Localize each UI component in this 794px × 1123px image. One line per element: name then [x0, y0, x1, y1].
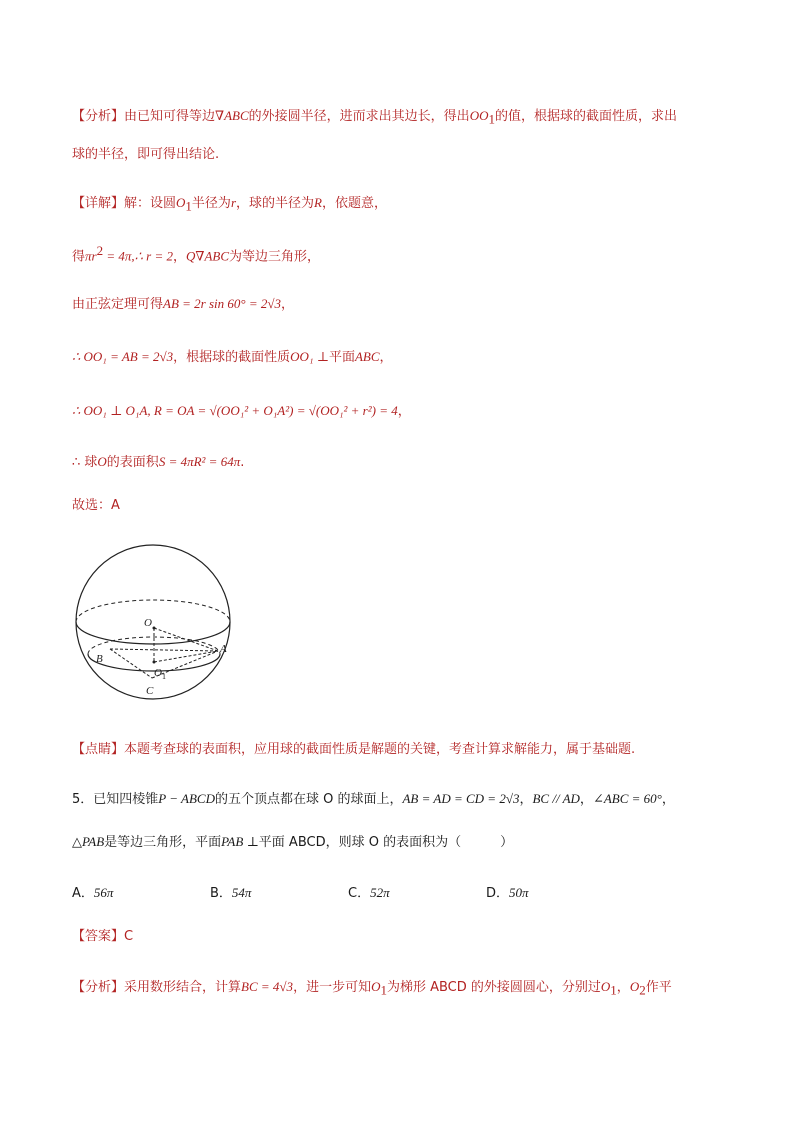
detail-text: ，: [172, 249, 186, 265]
math-expr: OO₁ ⊥: [290, 349, 329, 364]
analysis-text: 作平: [645, 980, 672, 995]
option-d[interactable]: [486, 882, 529, 901]
detail-text: .: [240, 455, 245, 470]
detail-line-2: [72, 242, 320, 266]
math-sub: 1: [610, 982, 617, 998]
detail-text: ，: [379, 350, 393, 365]
math-r: r: [230, 195, 236, 210]
seg-O1A: [154, 651, 218, 662]
analysis-tag: 【分析】: [72, 980, 125, 995]
detail-text: 半径为: [191, 196, 231, 211]
math-sub: 1: [380, 982, 387, 998]
detail-text: ，根据球的截面性质: [173, 350, 291, 365]
comment-text: 本题考查球的表面积，应用球的截面性质是解题的关键，考查计算求解能力，属于基础题.: [124, 742, 636, 757]
option-b[interactable]: [210, 882, 251, 901]
math-o: O: [97, 454, 107, 469]
seg-BC: [110, 649, 152, 678]
analysis-text: ，: [616, 980, 630, 995]
math-o: O: [600, 979, 611, 994]
label-O1-sub: 1: [162, 672, 166, 681]
choice-value: A: [111, 498, 120, 513]
answer-line: [72, 928, 133, 946]
question-text: 平面 ABCD，则球 O 的表面积为（ ）: [258, 835, 514, 850]
option-label: B．: [210, 886, 232, 901]
analysis-text: 由已知可得等边: [124, 109, 216, 124]
math-sub: 1: [488, 111, 495, 127]
point-O: [153, 627, 156, 630]
math-expr: πr: [85, 248, 97, 264]
math-o: O: [176, 195, 186, 210]
analysis-line-1: [72, 107, 677, 129]
math-expr: ∠ABC = 60°: [592, 791, 662, 806]
math-expr: △PAB: [72, 834, 105, 849]
analysis-text: 的值，根据球的截面性质，求出: [494, 109, 677, 124]
detail-text: ∴ 球: [72, 455, 98, 470]
label-A: A: [220, 643, 227, 655]
sphere-outline: [76, 545, 230, 699]
analysis-text: 的外接圆半径，进而求出其边长，得出: [248, 109, 470, 124]
math-expr: AB = AD = CD = 2√3: [402, 791, 520, 806]
math-expr: BC = 4√3: [241, 979, 294, 994]
option-value: 56π: [93, 885, 114, 900]
math-expr: PAB ⊥: [221, 834, 259, 849]
seg-BA: [110, 649, 218, 651]
option-value: 52π: [370, 885, 390, 900]
detail-tag: 【详解】: [72, 196, 125, 211]
detail-text: 为等边三角形，: [229, 249, 321, 265]
option-c[interactable]: [348, 882, 390, 901]
option-label: A．: [72, 886, 94, 901]
detail-text: 得: [72, 249, 86, 265]
analysis2-line: [72, 978, 672, 1000]
analysis-line-2: 球的半径，即可得出结论.: [72, 147, 220, 162]
math-oo1: OO: [469, 108, 489, 123]
comment-line: [72, 741, 635, 759]
detail-line-4: [72, 348, 393, 367]
detail-line-1: [72, 194, 387, 216]
choice-label: 故选：: [72, 498, 112, 513]
question-text: ，: [519, 792, 533, 807]
analysis-text: ，进一步可知: [293, 980, 372, 995]
analysis-text: 为梯形 ABCD 的外接圆圆心，分别过: [386, 980, 601, 995]
detail-text: ，依题意，: [321, 196, 387, 211]
question-text: 是等边三角形，平面: [104, 835, 222, 850]
detail-text: 的表面积: [106, 455, 159, 470]
math-expr: P − ABCD: [158, 791, 215, 806]
detail-text: 由正弦定理可得: [72, 297, 164, 312]
math-expr: BC // AD: [532, 791, 580, 806]
detail-text: ，球的半径为: [236, 196, 315, 211]
seg-OA: [154, 628, 218, 651]
option-value: 50π: [509, 885, 529, 900]
option-label: C．: [348, 886, 371, 901]
question-text: ，: [661, 792, 675, 807]
question-text: 的五个顶点都在球 O 的球面上，: [214, 792, 403, 807]
math-expr: = 4π,∴ r = 2: [103, 248, 173, 264]
question-text: 5．已知四棱锥: [72, 792, 159, 807]
detail-text: ，: [281, 297, 295, 312]
math-sub: 1: [185, 198, 192, 214]
analysis-text: 采用数形结合，计算: [124, 980, 242, 995]
math-sub: 2: [639, 982, 646, 998]
label-C: C: [146, 685, 154, 697]
analysis-tag: 【分析】: [72, 109, 125, 124]
question5-line-2: [72, 833, 513, 852]
math-o: O: [629, 979, 640, 994]
math-expr: Q∇ABC: [186, 248, 230, 264]
detail-line-3: [72, 295, 294, 314]
detail-text: 解：设圆: [124, 196, 177, 211]
label-O1: O: [154, 667, 162, 679]
comment-tag: 【点睛】: [72, 742, 125, 757]
detail-text: ，: [397, 404, 411, 419]
math-expr: ∴ OO₁ = AB = 2√3: [72, 349, 174, 364]
choice-line: [72, 497, 120, 515]
label-B: B: [96, 653, 103, 665]
option-value: 54π: [231, 885, 252, 900]
math-triangle: ∇ABC: [215, 108, 249, 123]
detail-line-5: [72, 402, 411, 421]
detail-line-6: [72, 453, 244, 472]
math-expr: AB = 2r sin 60° = 2√3: [163, 296, 282, 311]
math-expr: ∴ OO₁ ⊥ O₁A, R = OA = √(OO₁² + O₁A²) = √(OO₁² + r²) = 4: [72, 403, 398, 418]
sphere-figure: [70, 544, 250, 704]
label-O: O: [144, 617, 152, 629]
question5-line-1: [72, 790, 675, 809]
point-O1: [153, 661, 156, 664]
answer-value: C: [124, 929, 134, 944]
option-label: D．: [486, 886, 510, 901]
detail-text: 平面: [328, 350, 355, 365]
math-expr: S = 4πR² = 64π: [158, 454, 241, 469]
answer-tag: 【答案】: [72, 929, 125, 944]
equator-back: [76, 600, 230, 622]
math-o: O: [371, 979, 381, 994]
math-R: R: [314, 195, 322, 210]
math-expr: ABC: [354, 349, 380, 364]
equator-front: [76, 622, 230, 644]
question-text: ，: [579, 792, 593, 807]
option-a[interactable]: [72, 882, 113, 901]
math-sup: 2: [96, 243, 104, 258]
